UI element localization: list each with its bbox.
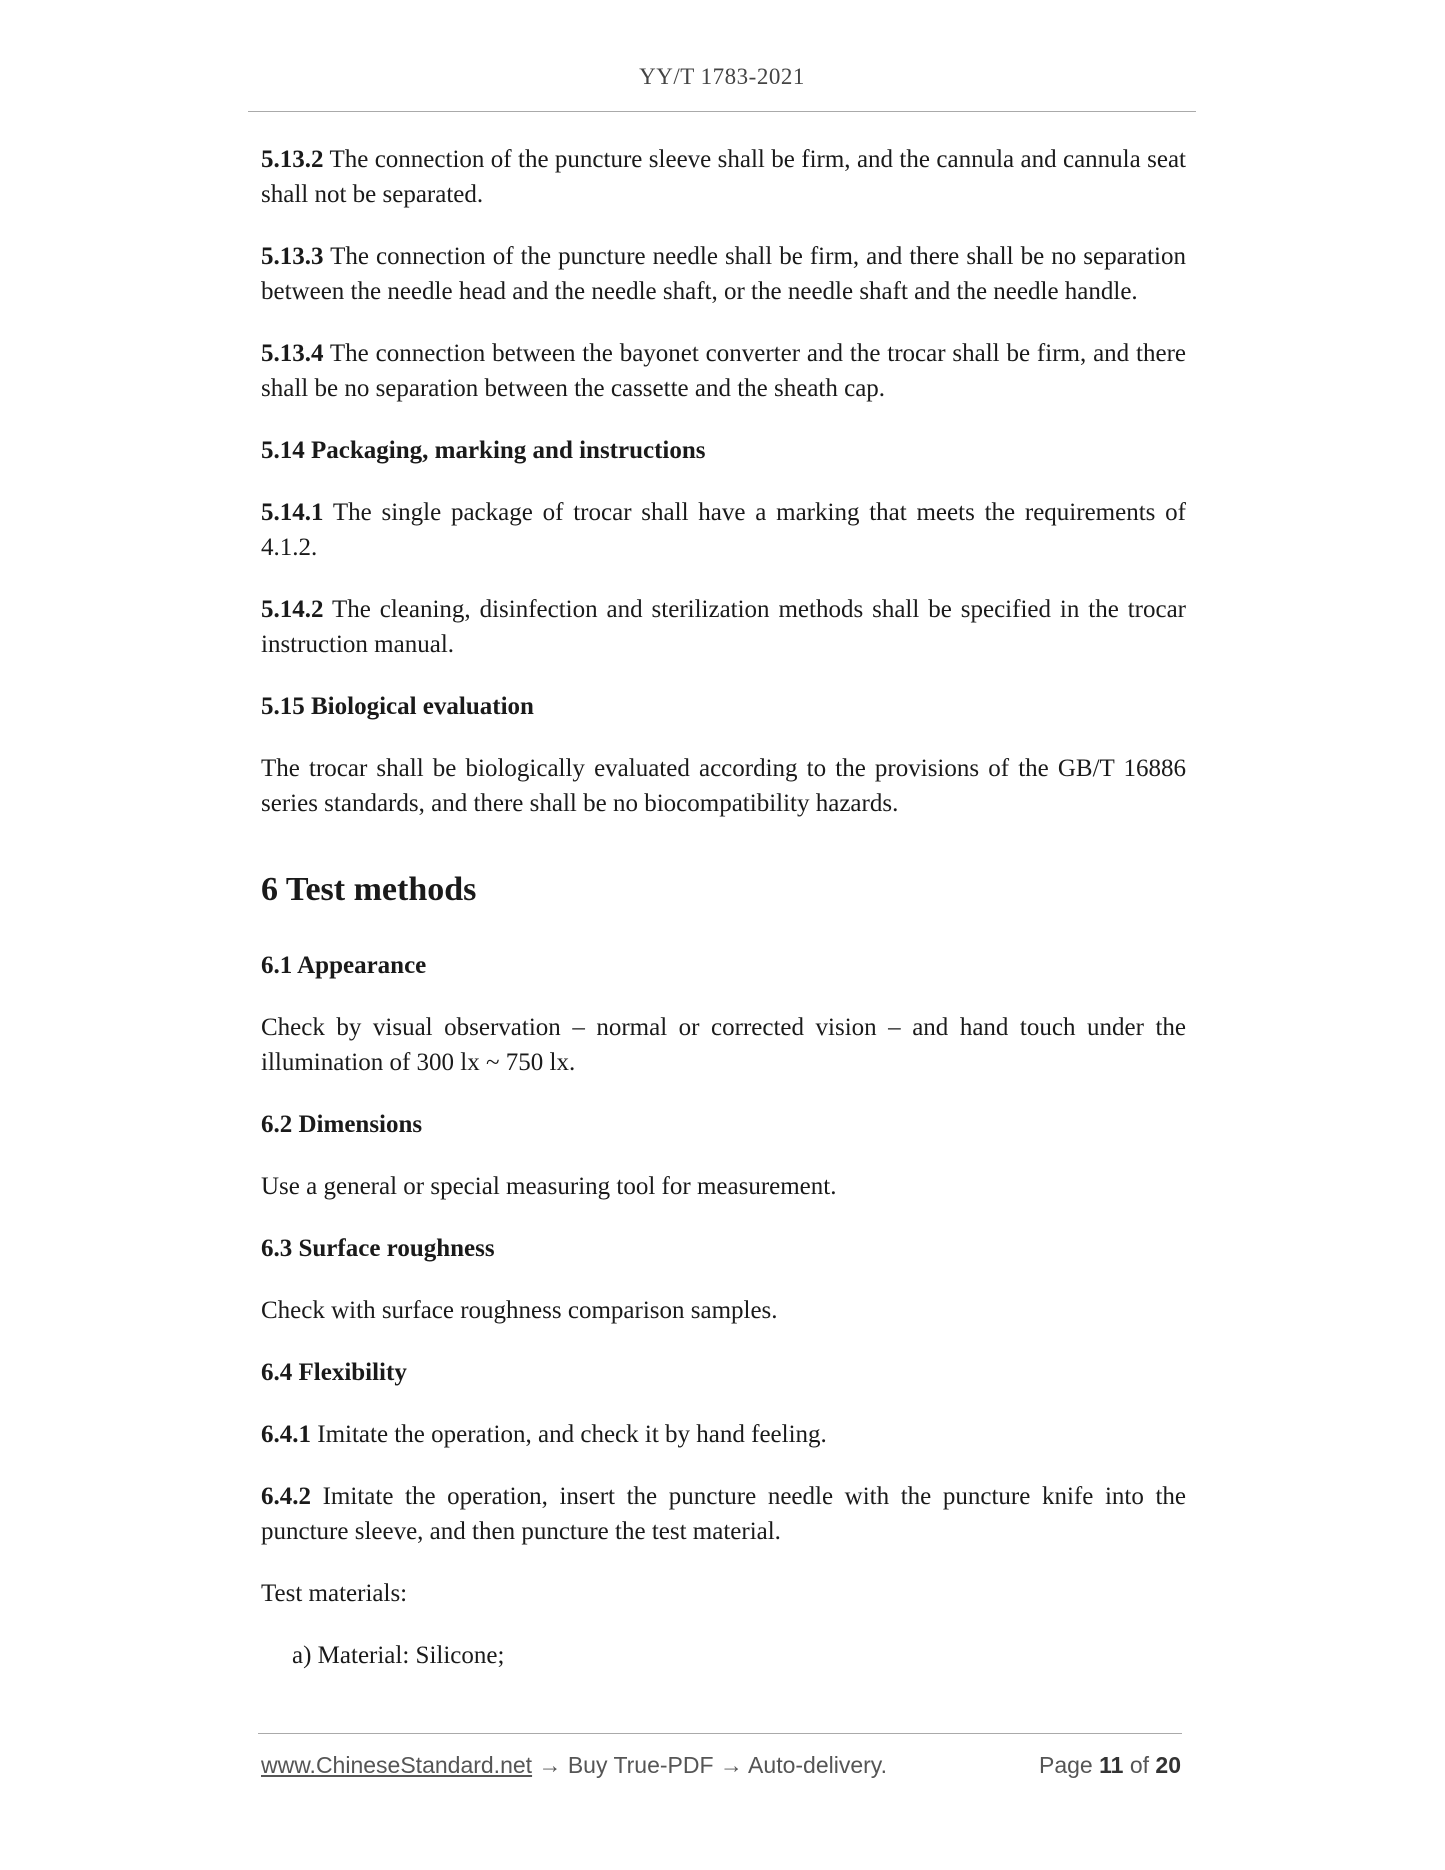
clause-5-13-2 <box>261 142 1186 212</box>
footer-divider <box>258 1733 1182 1734</box>
clause-6-4-1 <box>261 1417 1186 1452</box>
clause-number: 5.14.1 <box>261 499 324 526</box>
clause-5-14-1 <box>261 495 1186 565</box>
paragraph-6-1: Check by visual observation – normal or corrected vision – and hand touch under the illumination of 300 lx ~ 750 lx. <box>261 1014 1186 1076</box>
clause-number: 6.4.2 <box>261 1483 311 1510</box>
list-item-a: a) Material: Silicone; <box>292 1642 505 1669</box>
section-heading-6-2: 6.2 Dimensions <box>261 1111 423 1138</box>
clause-text: The cleaning, disinfection and sterilization methods shall be specified in the trocar instruction manual. <box>261 596 1186 658</box>
clause-text: The connection of the puncture sleeve shall be firm, and the cannula and cannula seat shall not be separated. <box>261 146 1186 208</box>
section-heading-6-3: 6.3 Surface roughness <box>261 1235 495 1262</box>
clause-5-13-3 <box>261 239 1186 309</box>
page-label: Page <box>1039 1752 1100 1778</box>
page-number: 11 <box>1099 1752 1124 1778</box>
clause-number: 6.4.1 <box>261 1421 311 1448</box>
clause-number: 5.13.2 <box>261 146 324 173</box>
clause-text: Imitate the operation, insert the puncture needle with the puncture knife into the puncture sleeve, and then puncture the test material. <box>261 1483 1186 1545</box>
clause-number: 5.14.2 <box>261 596 324 623</box>
of-label: of <box>1123 1752 1156 1778</box>
clause-text: Imitate the operation, and check it by hand feeling. <box>311 1421 827 1448</box>
paragraph-6-3: Check with surface roughness comparison samples. <box>261 1297 778 1324</box>
website-link[interactable]: www.ChineseStandard.net <box>261 1752 533 1778</box>
section-heading-5-15: 5.15 Biological evaluation <box>261 693 534 720</box>
clause-text: The connection of the puncture needle shall be firm, and there shall be no separation between the needle head and the needle shaft, or the needle shaft and the needle handle. <box>261 243 1186 305</box>
clause-text: The connection between the bayonet converter and the trocar shall be firm, and there shall be no separation between the cassette and the sheath cap. <box>261 340 1186 402</box>
footer-promo <box>261 1752 887 1779</box>
section-heading-6-1: 6.1 Appearance <box>261 952 427 979</box>
document-id-header: YY/T 1783-2021 <box>639 64 805 89</box>
test-materials-label: Test materials: <box>261 1580 408 1607</box>
page-indicator <box>1039 1752 1181 1779</box>
paragraph-6-2: Use a general or special measuring tool for measurement. <box>261 1173 837 1200</box>
clause-5-13-4 <box>261 336 1186 406</box>
chapter-heading-6: 6 Test methods <box>261 871 477 908</box>
page-total: 20 <box>1155 1752 1181 1778</box>
clause-number: 5.13.3 <box>261 243 324 270</box>
clause-number: 5.13.4 <box>261 340 324 367</box>
section-heading-5-14: 5.14 Packaging, marking and instructions <box>261 437 706 464</box>
clause-6-4-2 <box>261 1479 1186 1549</box>
page-footer <box>261 1752 1181 1784</box>
header-divider <box>248 111 1196 112</box>
footer-tagline: → Buy True-PDF → Auto-delivery. <box>532 1752 887 1778</box>
section-heading-6-4: 6.4 Flexibility <box>261 1359 407 1386</box>
clause-5-14-2 <box>261 592 1186 662</box>
paragraph-5-15: The trocar shall be biologically evaluated according to the provisions of the GB/T 16886 series standards, and there shall be no biocompatibility hazards. <box>261 755 1186 817</box>
page-body <box>261 142 1186 1673</box>
clause-text: The single package of trocar shall have a marking that meets the requirements of 4.1.2. <box>261 499 1186 561</box>
